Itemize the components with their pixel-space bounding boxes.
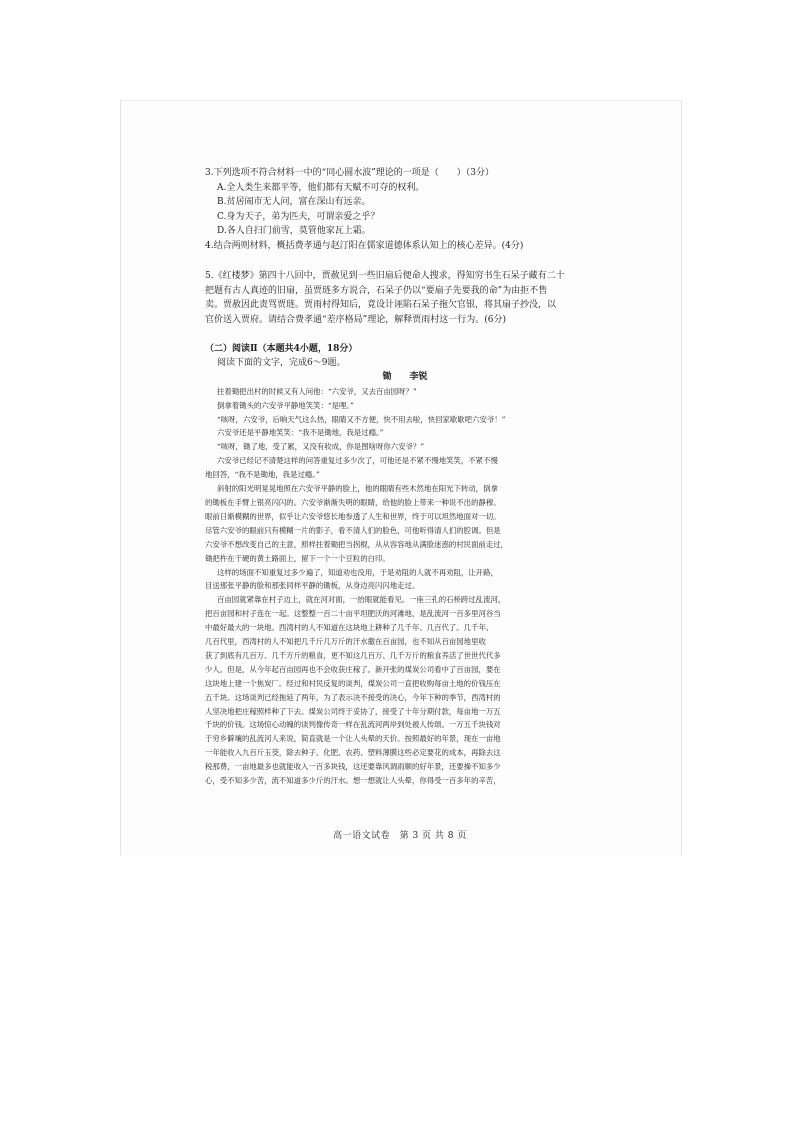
story-line: 心，受不知多少苦，流不知道多少斤的汗水。想一想就让人头晕，你得受一百多年的辛苦， — [205, 776, 501, 786]
question-5-line: 卖。贾赦因此责骂贾琏。贾雨村得知后，竟设计诬陷石呆子拖欠官银，将其扇子抄没，以 — [205, 300, 557, 310]
option-d: D.各人自扫门前雪，莫管他家瓦上霜。 — [217, 226, 371, 236]
reading-instruction: 阅读下面的文字，完成6～9题。 — [217, 357, 346, 368]
story-title: 锄 李锐 — [382, 371, 428, 382]
story-line: 目送那张平静的脸和那张同样平静的锄板，从身边亮闪闪地走过。 — [205, 581, 420, 591]
story-line: 六安爷已经记不清楚这样的问答重复过多少次了，可他还是不紧不慢地笑笑，不紧不慢 — [217, 456, 498, 466]
story-line: 六安爷还是平静地笑笑：“我不是锄地，我是过瘾。” — [217, 428, 384, 438]
option-b: B.贫居闹市无人问，富在深山有远亲。 — [217, 197, 371, 207]
story-line: “咳呀，锄了地，受了累，又没有收成，你是图啥呀你六安爷？” — [217, 442, 425, 452]
story-line: 斜射的阳光明晃晃地照在六安爷平静的脸上，他的眼睛有些木然地在阳光下转动，倒拿 — [217, 484, 498, 494]
story-line: 少人。但是，从今年起百亩园再也不会收获庄稼了。新开张的煤炭公司看中了百亩园，要在 — [205, 664, 501, 674]
option-a: A.全人类生来都平等，他们都有天赋不可夺的权利。 — [217, 182, 425, 193]
question-3-stem: 3.下列选项不符合材料一中的“同心圆水波”理论的一项是（ ）（3分） — [205, 168, 495, 178]
page-footer: 高一语文试卷 第 3 页 共 8 页 — [333, 831, 467, 841]
story-line: 把百亩园和村子连在一起。这整整一百二十亩平坦肥沃的河滩地，是乱流河一百多里河谷当 — [205, 609, 501, 619]
story-line: 尽管六安爷的眼前只有模糊一片的影子，看不清人们的脸色，可他听得清人们的腔调。但是 — [205, 525, 501, 535]
story-line: 锄把杵在干硬的黄土路面上，留下一个一个豆粒的白印。 — [205, 553, 390, 563]
story-line: 人坚决地把庄稼照样种了下去。煤炭公司终于妥协了，接受了十年分期付款，每亩地一万五 — [205, 706, 501, 716]
story-line: 这块地上建一个焦炭厂。经过和村民反复的谈判，煤炭公司一直把收购每亩土地的价钱压在 — [205, 678, 501, 688]
story-line: “咳呀，六安爷，后晌天气这么热，眼睛又不方便，快不用去啦，快回家歇歇吧六安爷！” — [217, 414, 506, 424]
question-4: 4.结合两则材料，概括费孝通与赵汀阳在儒家道德体系认知上的核心差异。(4分) — [205, 240, 524, 251]
story-line: 眼前日渐模糊的世界，似乎让六安爷悠长地参透了人生和世界，终于可以坦然地面对一切。 — [205, 511, 501, 521]
section-heading: （二）阅读Ⅱ（本题共4小题，18分） — [205, 344, 358, 354]
story-line: 的锄板在手臂上银亮闪闪的。六安爷渐渐失明的眼睛，给他的脸上带来一种说不出的静穆。 — [205, 497, 501, 507]
question-3-block — [205, 166, 605, 253]
story-line: 几百代里，西湾村的人不知把几千斤几万斤的汗水撒在百亩园，也不知从百亩园地里收 — [205, 637, 486, 647]
story-line: 税那费，一亩地最多也就能收入一百多块钱，这还要靠风调雨顺的好年景，还要操不知多少 — [205, 762, 501, 772]
option-c: C.身为天子，弟为匹夫，可谓亲爱之乎？ — [217, 211, 380, 222]
story-line: 百亩园就紧靠在村子边上，就在河对面，一抬眼就能看见。一座三孔的石桥跨过乱流河， — [217, 595, 506, 605]
story-line: 这样的场面不知重复过多少遍了，知道劝也没用，于是劝阻的人就不再劝阻，让开路， — [217, 567, 498, 577]
story-line: 五千块。这场谈判已经拖延了两年，为了表示决不接受的决心，今年下种的季节，西湾村的 — [205, 692, 501, 702]
question-5-line: 官价送入贾府。请结合费孝通“差序格局”理论，解释贾雨村这一行为。(6分) — [205, 314, 506, 325]
reading-2-section — [205, 343, 605, 788]
story-line: 拄着锄把出村的时候又有人问他：“六安爷，又去百亩园呀？” — [217, 386, 417, 396]
story-line: 六安爷不想改变自己的主意，照样拄着锄把当拐棍，从从容容地从满脸迷惑的村民面前走过， — [205, 539, 509, 549]
story-line: 中最好最大的一块地。西湾村的人不知道在这块地上耕种了几千年、几百代了。几千年、 — [205, 623, 494, 633]
story-line: 地回答，“我不是锄地，我是过瘾。” — [205, 470, 320, 480]
story-line: 于穷乡僻壤的乱流河人来说，简直就是一个让人头晕的天价。按照最好的年景，现在一亩地 — [205, 734, 501, 744]
question-5-block — [205, 269, 605, 327]
story-line: 一年能收入九百斤玉茭，除去种子、化肥、农药、塑料薄膜这些必定要花的成本，再除去这 — [205, 748, 501, 758]
story-line: 千块的价钱。这场惊心动魄的谈判像传奇一样在乱流河两岸到处被人传颂。一万五千块钱对 — [205, 720, 501, 730]
story-line: 倒拿着锄头的六安爷平静地笑笑：“是哩。” — [217, 400, 354, 410]
story-body — [205, 385, 605, 788]
question-5-line: 把题有古人真迹的旧扇，虽贾琏多方说合，石呆子仍以“要扇子先要我的命”为由拒不售 — [205, 285, 548, 296]
story-line: 获了到底有几百万、几千万斤的粮食，更不知这几百万、几千万斤的粮食养活了世世代代多 — [205, 650, 501, 660]
question-5-line: 5.《红楼梦》第四十八回中，贾赦见到一些旧扇后便命人搜求，得知穷书生石呆子藏有二十 — [205, 271, 565, 281]
